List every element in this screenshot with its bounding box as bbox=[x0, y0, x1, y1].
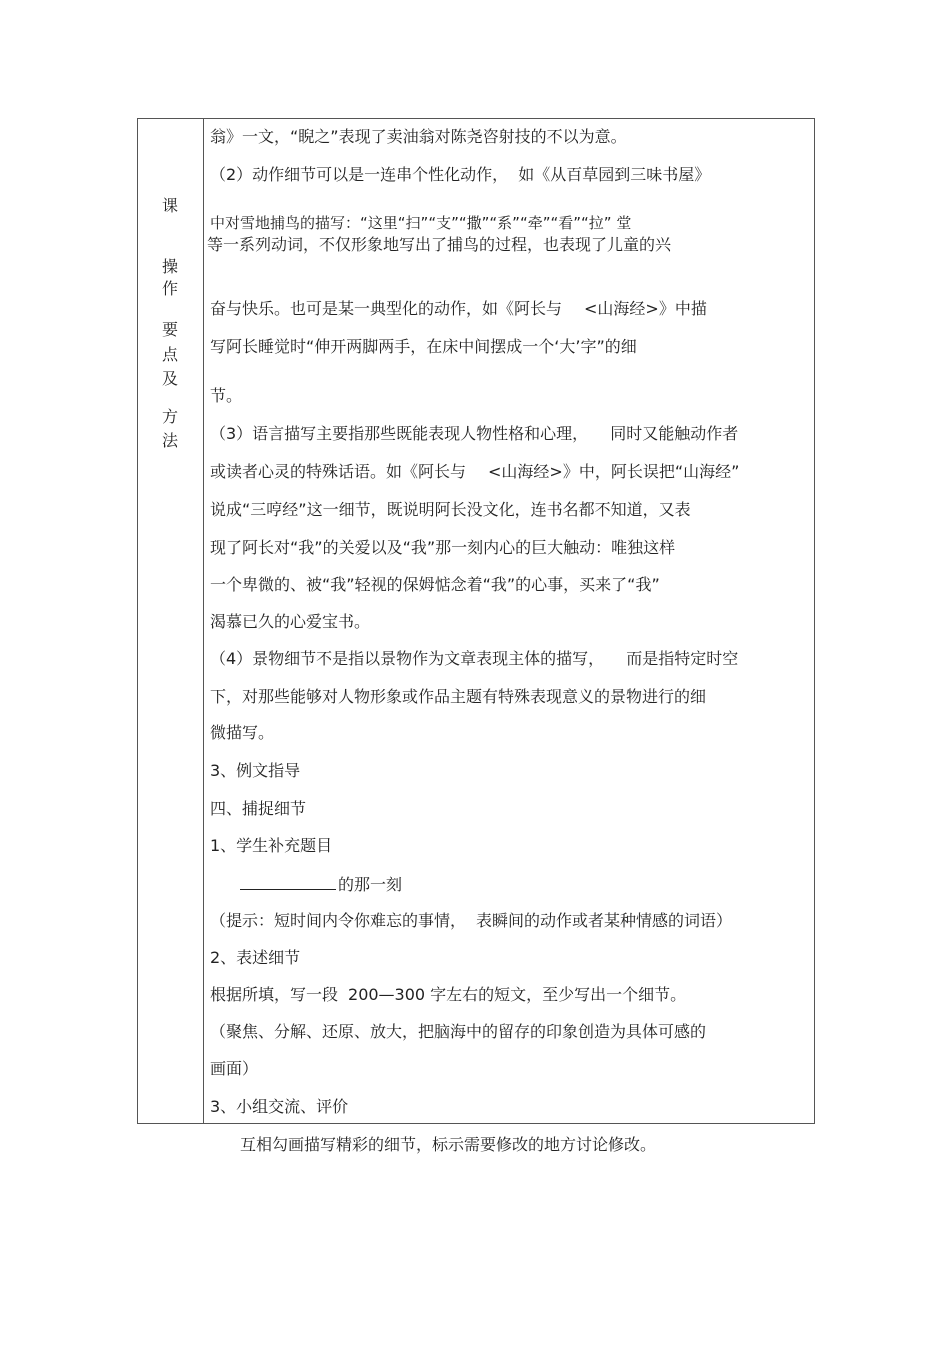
text-segment: 奋与快乐。也可是某一典型化的动作，如《阿长与 bbox=[210, 299, 563, 318]
text-segment: 表瞬间的动作或者某种情感的词语） bbox=[476, 911, 733, 930]
text-line: 中对雪地捕鸟的描写：“这里“扫”“支”“撒”“系”“牵”“看”“拉” 堂 bbox=[210, 214, 632, 232]
text-segment: 根据所填，写一段 bbox=[210, 985, 339, 1004]
footer-text: 互相勾画描写精彩的细节，标示需要修改的地方讨论修改。 bbox=[240, 1135, 657, 1154]
text-line bbox=[210, 984, 686, 1006]
text-segment: （4）景物细节不是指以景物作为文章表现主体的描写， bbox=[210, 649, 605, 668]
text-segment: 的那一刻 bbox=[338, 875, 403, 894]
text-line bbox=[240, 873, 402, 896]
text-line: 2、表述细节 bbox=[210, 948, 301, 967]
text-segment: （3）语言描写主要指那些既能表现人物性格和心理， bbox=[210, 424, 589, 443]
side-label-ke: 课 bbox=[161, 196, 178, 215]
side-label-cao: 操 bbox=[161, 257, 178, 276]
text-segment: 同时又能触动作者 bbox=[610, 424, 739, 443]
text-line: 下，对那些能够对人物形象或作品主题有特殊表现意义的景物进行的细 bbox=[210, 687, 707, 706]
side-label-dian: 点 bbox=[161, 345, 178, 364]
text-segment: （提示：短时间内令你难忘的事情， bbox=[210, 911, 467, 930]
text-line: 节。 bbox=[210, 386, 243, 405]
text-line: 画面） bbox=[210, 1059, 259, 1078]
text-line: 一个卑微的、被“我”轻视的保姆惦念着“我”的心事，买来了“我” bbox=[210, 575, 660, 594]
text-segment: 或读者心灵的特殊话语。如《阿长与 bbox=[210, 462, 467, 481]
column-divider bbox=[203, 118, 204, 1124]
text-line: 3、例文指导 bbox=[210, 761, 301, 780]
text-line bbox=[210, 164, 710, 186]
text-line: 说成“三哼经”这一细节，既说明阿长没文化，连书名都不知道，又表 bbox=[210, 500, 691, 519]
text-line: 四、捕捉细节 bbox=[210, 799, 307, 818]
text-line bbox=[210, 910, 732, 932]
text-line: 微描写。 bbox=[210, 723, 275, 742]
text-segment: <山海经>》中描 bbox=[584, 299, 707, 318]
side-label-yao: 要 bbox=[161, 320, 178, 339]
side-label-ji: 及 bbox=[161, 369, 178, 388]
text-line: 3、小组交流、评价 bbox=[210, 1097, 349, 1116]
text-line: 写阿长睡觉时“伸开两脚两手，在床中间摆成一个‘大’字”的细 bbox=[210, 337, 637, 356]
text-line bbox=[210, 423, 738, 445]
text-segment: <山海经>》中，阿长误把“山海经” bbox=[488, 462, 740, 481]
text-segment: （2）动作细节可以是一连串个性化动作， bbox=[210, 165, 509, 184]
text-line: 现了阿长对“我”的关爱以及“我”那一刻内心的巨大触动：唯独这样 bbox=[210, 538, 676, 557]
text-line bbox=[210, 648, 738, 670]
side-label-fang: 方 bbox=[161, 407, 178, 426]
text-line: 1、学生补充题目 bbox=[210, 836, 333, 855]
text-line: 等一系列动词，不仅形象地写出了捕鸟的过程，也表现了儿童的兴 bbox=[207, 235, 672, 254]
side-label-zuo: 作 bbox=[161, 279, 178, 298]
text-line: 翁》一文，“睨之”表现了卖油翁对陈尧咨射技的不以为意。 bbox=[210, 127, 627, 146]
text-line: 渴慕已久的心爱宝书。 bbox=[210, 612, 371, 631]
text-segment: 如《从百草园到三味书屋》 bbox=[518, 165, 711, 184]
text-line: （聚焦、分解、还原、放大，把脑海中的留存的印象创造为具体可感的 bbox=[210, 1022, 707, 1041]
text-segment: 200—300 字左右的短文，至少写出一个细节。 bbox=[348, 985, 687, 1004]
text-line bbox=[210, 461, 739, 483]
fill-in-blank bbox=[240, 873, 336, 890]
text-segment: 而是指特定时空 bbox=[626, 649, 739, 668]
side-label-fa: 法 bbox=[161, 431, 178, 450]
text-line bbox=[210, 298, 707, 320]
